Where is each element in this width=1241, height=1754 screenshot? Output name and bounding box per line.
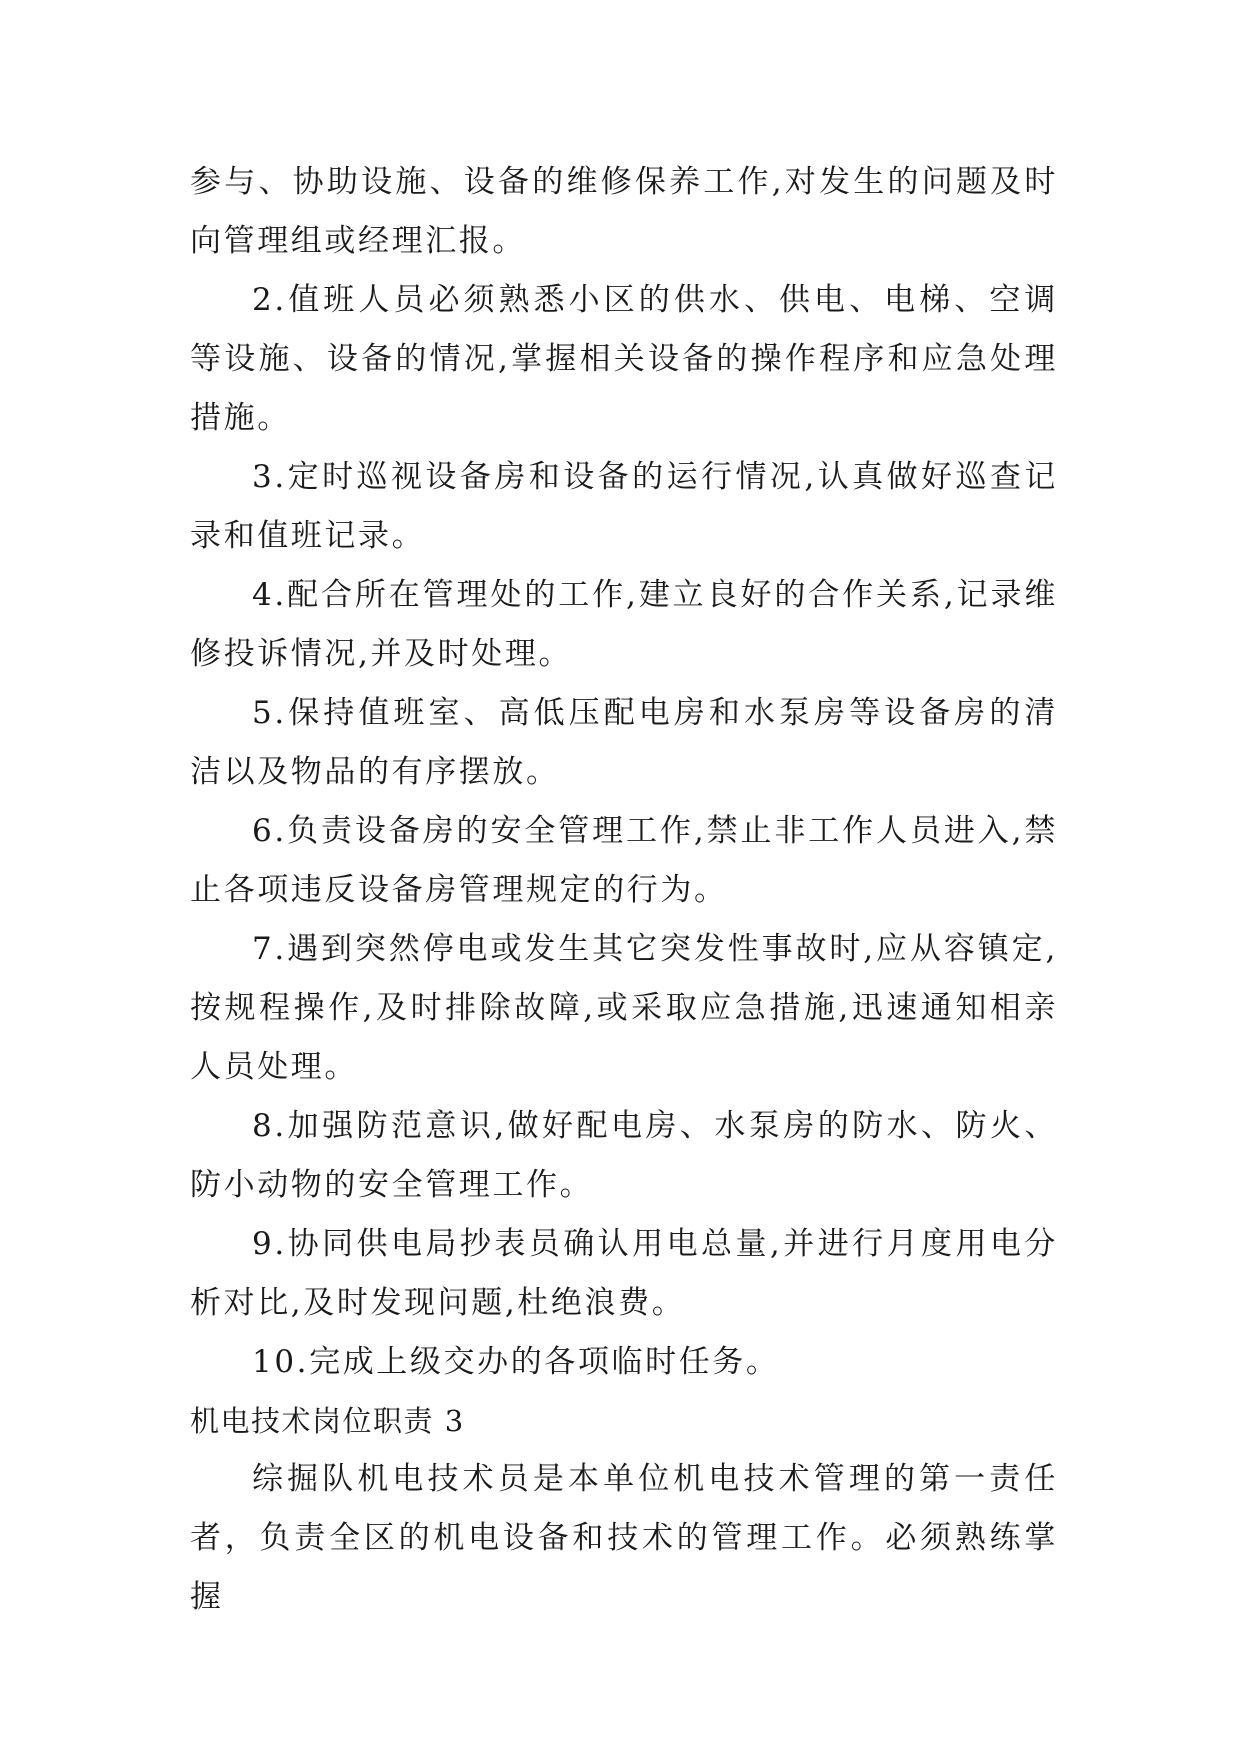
section-heading: 机电技术岗位职责 3 <box>190 1404 465 1438</box>
paragraph-section3-intro: 综掘队机电技术员是本单位机电技术管理的第一责任者，负责全区的机电设备和技术的管理工作。必须熟练掌握 <box>190 1461 1058 1615</box>
paragraph-item-5: 5.保持值班室、高低压配电房和水泵房等设备房的清洁以及物品的有序摆放。 <box>190 695 1058 790</box>
paragraph-1-continued: 参与、协助设施、设备的维修保养工作,对发生的问题及时向管理组或经理汇报。 <box>190 164 1058 259</box>
document-body <box>190 153 1058 1627</box>
paragraph-item-3: 3.定时巡视设备房和设备的运行情况,认真做好巡查记录和值班记录。 <box>190 459 1058 554</box>
paragraph-item-2: 2.值班人员必须熟悉小区的供水、供电、电梯、空调等设施、设备的情况,掌握相关设备的操作程序和应急处理措施。 <box>190 282 1058 436</box>
paragraph-item-4: 4.配合所在管理处的工作,建立良好的合作关系,记录维修投诉情况,并及时处理。 <box>190 577 1058 672</box>
paragraph-item-9: 9.协同供电局抄表员确认用电总量,并进行月度用电分析对比,及时发现问题,杜绝浪费。 <box>190 1226 1058 1321</box>
paragraph-item-6: 6.负责设备房的安全管理工作,禁止非工作人员进入,禁止各项违反设备房管理规定的行为。 <box>190 813 1058 908</box>
paragraph-item-10: 10.完成上级交办的各项临时任务。 <box>252 1344 780 1380</box>
paragraph-item-8: 8.加强防范意识,做好配电房、水泵房的防水、防火、防小动物的安全管理工作。 <box>190 1108 1058 1203</box>
paragraph-item-7: 7.遇到突然停电或发生其它突发性事故时,应从容镇定,按规程操作,及时排除故障,或采取应急措施,迅速通知相亲人员处理。 <box>190 931 1058 1085</box>
